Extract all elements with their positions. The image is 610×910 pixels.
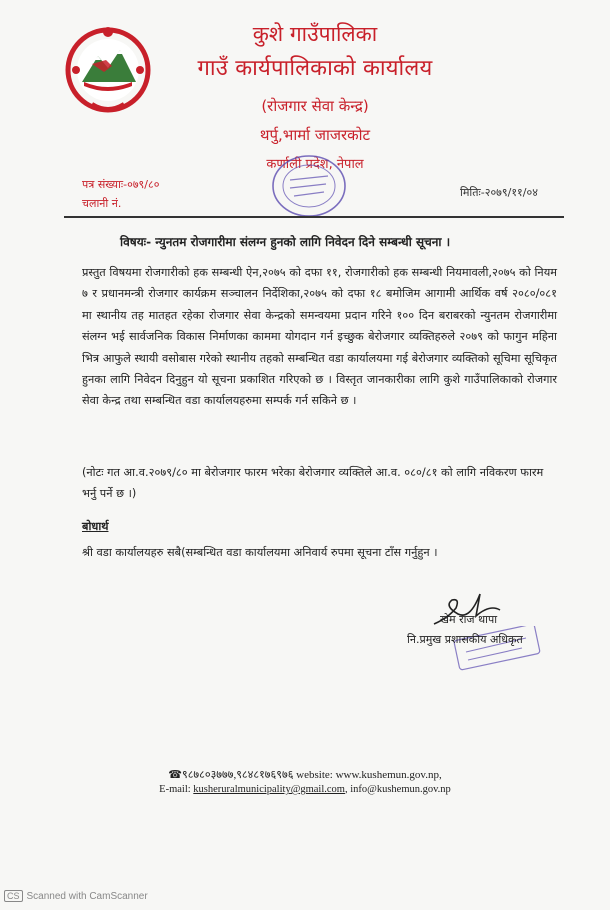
office-address: थर्पु,भार्मा जाजरकोट (259, 126, 371, 144)
office-stamp-icon (268, 150, 350, 222)
bodhartha-line: श्री वडा कार्यालयहरु सबै(सम्बन्धित वडा कार्यालयमा अनिवार्य रुपमा सूचना टाँस गर्नुहुन । (82, 546, 438, 559)
email-link-primary[interactable]: kusheruralmunicipality@gmail.com (193, 784, 345, 795)
footer-email (0, 784, 610, 795)
camscanner-watermark (4, 890, 148, 902)
bodhartha-heading: बोधार्थ (82, 520, 109, 533)
letter-date: मितिः-२०७९/११/०४ (460, 186, 538, 199)
camscanner-text: Scanned with CamScanner (26, 891, 148, 902)
header-divider (64, 216, 564, 218)
renewal-note: (नोटः गत आ.व.२०७९/८० मा बेरोजगार फारम भरेका बेरोजगार व्यक्तिले आ.व. ०८०/८१ को लागि नविकरण फारम भर्नु पर्ने छ ।) (82, 466, 544, 501)
province-name: कर्णाली प्रदेश, नेपाल (266, 157, 364, 172)
footer-contact: ☎९८७८०३७७७,९८४८१७६९७६ website: www.kushemun.gov.np, (168, 769, 442, 781)
nepal-emblem-icon (62, 20, 154, 116)
camscanner-logo-icon: CS (4, 890, 23, 902)
notice-body: प्रस्तुत विषयमा रोजगारीको हक सम्बन्धी ऐन,२०७५ को दफा ११, रोजगारीको हक सम्बन्धी नियमावली,२०७५ को नियम ७ र प्रधानमन्त्री रोजगार कार्यक्रम सञ्चालन निर्देशिका,२०७५ को दफा १८ बमोजिम आगामी आर्थिक वर्ष २०८०/०८१ मा स्थानीय तह मातहत रहेका रोजगार सेवा केन्द्रको समन्वयमा प्रदान गरिने १०० दिन बराबरको न्युनतम रोजगारीमा संलग्न भई सार्वजनिक विकास निर्माणका काममा योगदान गर्न इच्छुक बेरोजगार व्यक्तिहरुले २०७९ को फागुन महिना भित्र आफुले स्थायी वसोबास गरेको स्थानीय तहको सम्बन्धित वडा कार्यालयमा गई बेरोजगार व्यक्तिको सूचिमा सूचिकृत हुनका लागि निवेदन दिनुहुन यो सूचना प्रकाशित गरिएको छ । विस्तृत जानकारीका लागि कुशे गाउँपालिकाको रोजगार सेवा केन्द्र तथा सम्बन्धित वडा कार्यालयहरुमा सम्पर्क गर्न सकिने छ । (82, 266, 557, 408)
dispatch-number: चलानी नं. (82, 197, 122, 210)
reference-number: पत्र संख्याः-०७९/८० (82, 178, 160, 191)
email-secondary: , info@kushemun.gov.np (344, 784, 451, 795)
email-label: E-mail: (159, 784, 194, 795)
signatory-name: खेम राज थापा (440, 613, 498, 626)
subject-line: विषयः- न्युनतम रोजगारीमा संलग्न हुनको लागि निवेदन दिने सम्बन्धी सूचना । (120, 235, 451, 249)
office-name: गाउँ कार्यपालिकाको कार्यालय (197, 56, 433, 81)
signatory-title: नि.प्रमुख प्रशासकीय अधिकृत (407, 633, 523, 646)
municipality-name: कुशे गाउँपालिका (252, 22, 378, 46)
center-name: (रोजगार सेवा केन्द्र) (261, 97, 369, 115)
